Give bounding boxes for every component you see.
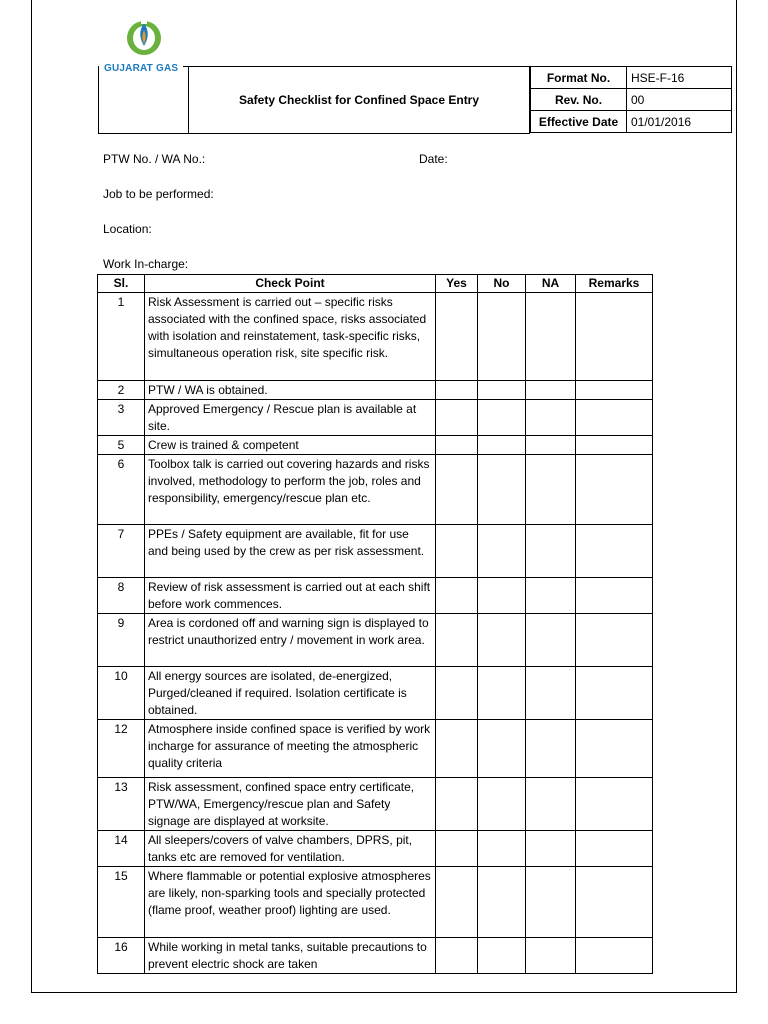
meta-key: Effective Date — [531, 111, 627, 133]
yes-cell[interactable] — [436, 778, 478, 831]
no-cell[interactable] — [478, 293, 526, 381]
meta-row-effective-date — [531, 111, 732, 133]
na-cell[interactable] — [526, 400, 576, 436]
remarks-cell[interactable] — [576, 381, 653, 400]
checklist-table — [97, 274, 653, 974]
na-cell[interactable] — [526, 293, 576, 381]
check-point-text: Risk assessment, confined space entry certificate, PTW/WA, Emergency/rescue plan and Safety signage are displayed at worksite. — [145, 778, 436, 831]
yes-cell[interactable] — [436, 381, 478, 400]
no-cell[interactable] — [478, 455, 526, 525]
yes-cell[interactable] — [436, 455, 478, 525]
remarks-cell[interactable] — [576, 867, 653, 938]
row-number: 6 — [98, 455, 145, 525]
na-cell[interactable] — [526, 831, 576, 867]
check-point-text: All sleepers/covers of valve chambers, DPRS, pit, tanks etc are removed for ventilation. — [145, 831, 436, 867]
table-row — [98, 938, 653, 974]
column-header: Yes — [436, 275, 478, 293]
yes-cell[interactable] — [436, 578, 478, 614]
row-number: 3 — [98, 400, 145, 436]
yes-cell[interactable] — [436, 293, 478, 381]
no-cell[interactable] — [478, 667, 526, 720]
check-point-text: PPEs / Safety equipment are available, fit for use and being used by the crew as per risk assessment. — [145, 525, 436, 578]
no-cell[interactable] — [478, 614, 526, 667]
na-cell[interactable] — [526, 578, 576, 614]
na-cell[interactable] — [526, 381, 576, 400]
no-cell[interactable] — [478, 578, 526, 614]
yes-cell[interactable] — [436, 867, 478, 938]
row-number: 8 — [98, 578, 145, 614]
table-row — [98, 867, 653, 938]
check-point-text: Crew is trained & competent — [145, 436, 436, 455]
table-header-row — [98, 275, 653, 293]
check-point-text: While working in metal tanks, suitable precautions to prevent electric shock are taken — [145, 938, 436, 974]
row-number: 2 — [98, 381, 145, 400]
check-point-text: Approved Emergency / Rescue plan is available at site. — [145, 400, 436, 436]
na-cell[interactable] — [526, 867, 576, 938]
row-number: 15 — [98, 867, 145, 938]
meta-row-format — [531, 67, 732, 89]
na-cell[interactable] — [526, 667, 576, 720]
remarks-cell[interactable] — [576, 720, 653, 778]
check-point-text: Where flammable or potential explosive atmospheres are likely, non-sparking tools and specially protected (flame proof, weather proof) lighting are used. — [145, 867, 436, 938]
no-cell[interactable] — [478, 381, 526, 400]
table-row — [98, 667, 653, 720]
table-row — [98, 436, 653, 455]
na-cell[interactable] — [526, 778, 576, 831]
meta-value: 01/01/2016 — [627, 111, 732, 133]
location-field-label: Location: — [103, 222, 152, 236]
no-cell[interactable] — [478, 400, 526, 436]
check-point-text: All energy sources are isolated, de-energized, Purged/cleaned if required. Isolation certificate is obtained. — [145, 667, 436, 720]
yes-cell[interactable] — [436, 400, 478, 436]
na-cell[interactable] — [526, 614, 576, 667]
check-point-text: Risk Assessment is carried out – specific risks associated with the confined space, risks associated with isolation and reinstatement, task-specific risks, simultaneous operation risk, site specific risk. — [145, 293, 436, 381]
table-row — [98, 778, 653, 831]
row-number: 10 — [98, 667, 145, 720]
company-name: GUJARAT GAS — [104, 63, 179, 74]
na-cell[interactable] — [526, 436, 576, 455]
column-header: Sl. — [98, 275, 145, 293]
ptw-field-label: PTW No. / WA No.: — [103, 152, 206, 166]
table-row — [98, 293, 653, 381]
row-number: 9 — [98, 614, 145, 667]
yes-cell[interactable] — [436, 614, 478, 667]
yes-cell[interactable] — [436, 720, 478, 778]
remarks-cell[interactable] — [576, 436, 653, 455]
check-point-text: PTW / WA is obtained. — [145, 381, 436, 400]
meta-value: 00 — [627, 89, 732, 111]
no-cell[interactable] — [478, 938, 526, 974]
no-cell[interactable] — [478, 867, 526, 938]
table-row — [98, 831, 653, 867]
check-point-text: Review of risk assessment is carried out at each shift before work commences. — [145, 578, 436, 614]
no-cell[interactable] — [478, 778, 526, 831]
no-cell[interactable] — [478, 525, 526, 578]
yes-cell[interactable] — [436, 938, 478, 974]
remarks-cell[interactable] — [576, 578, 653, 614]
meta-key: Rev. No. — [531, 89, 627, 111]
document-meta-table — [530, 66, 732, 133]
yes-cell[interactable] — [436, 436, 478, 455]
na-cell[interactable] — [526, 938, 576, 974]
remarks-cell[interactable] — [576, 614, 653, 667]
row-number: 7 — [98, 525, 145, 578]
remarks-cell[interactable] — [576, 525, 653, 578]
row-number: 16 — [98, 938, 145, 974]
work-incharge-field-label: Work In-charge: — [103, 257, 189, 271]
no-cell[interactable] — [478, 831, 526, 867]
row-number: 13 — [98, 778, 145, 831]
table-row — [98, 720, 653, 778]
remarks-cell[interactable] — [576, 667, 653, 720]
row-number: 12 — [98, 720, 145, 778]
meta-value: HSE-F-16 — [627, 67, 732, 89]
table-row — [98, 381, 653, 400]
column-header: Check Point — [145, 275, 436, 293]
no-cell[interactable] — [478, 436, 526, 455]
remarks-cell[interactable] — [576, 293, 653, 381]
row-number: 5 — [98, 436, 145, 455]
table-row — [98, 578, 653, 614]
table-row — [98, 525, 653, 578]
meta-row-rev — [531, 89, 732, 111]
column-header: Remarks — [576, 275, 653, 293]
yes-cell[interactable] — [436, 525, 478, 578]
header-logo-cell — [98, 66, 188, 134]
check-point-text: Area is cordoned off and warning sign is displayed to restrict unauthorized entry / movement in work area. — [145, 614, 436, 667]
table-row — [98, 614, 653, 667]
remarks-cell[interactable] — [576, 400, 653, 436]
document-title: Safety Checklist for Confined Space Entry — [188, 66, 530, 134]
remarks-cell[interactable] — [576, 938, 653, 974]
remarks-cell[interactable] — [576, 831, 653, 867]
table-row — [98, 455, 653, 525]
na-cell[interactable] — [526, 525, 576, 578]
date-field-label: Date: — [419, 152, 448, 166]
gujarat-gas-logo-icon — [104, 14, 184, 66]
job-field-label: Job to be performed: — [103, 187, 214, 201]
column-header: No — [478, 275, 526, 293]
remarks-cell[interactable] — [576, 778, 653, 831]
yes-cell[interactable] — [436, 831, 478, 867]
row-number: 1 — [98, 293, 145, 381]
check-point-text: Atmosphere inside confined space is verified by work incharge for assurance of meeting the atmospheric quality criteria — [145, 720, 436, 778]
meta-key: Format No. — [531, 67, 627, 89]
na-cell[interactable] — [526, 720, 576, 778]
row-number: 14 — [98, 831, 145, 867]
no-cell[interactable] — [478, 720, 526, 778]
yes-cell[interactable] — [436, 667, 478, 720]
na-cell[interactable] — [526, 455, 576, 525]
check-point-text: Toolbox talk is carried out covering hazards and risks involved, methodology to perform the job, roles and responsibility, emergency/rescue plan etc. — [145, 455, 436, 525]
column-header: NA — [526, 275, 576, 293]
remarks-cell[interactable] — [576, 455, 653, 525]
table-row — [98, 400, 653, 436]
